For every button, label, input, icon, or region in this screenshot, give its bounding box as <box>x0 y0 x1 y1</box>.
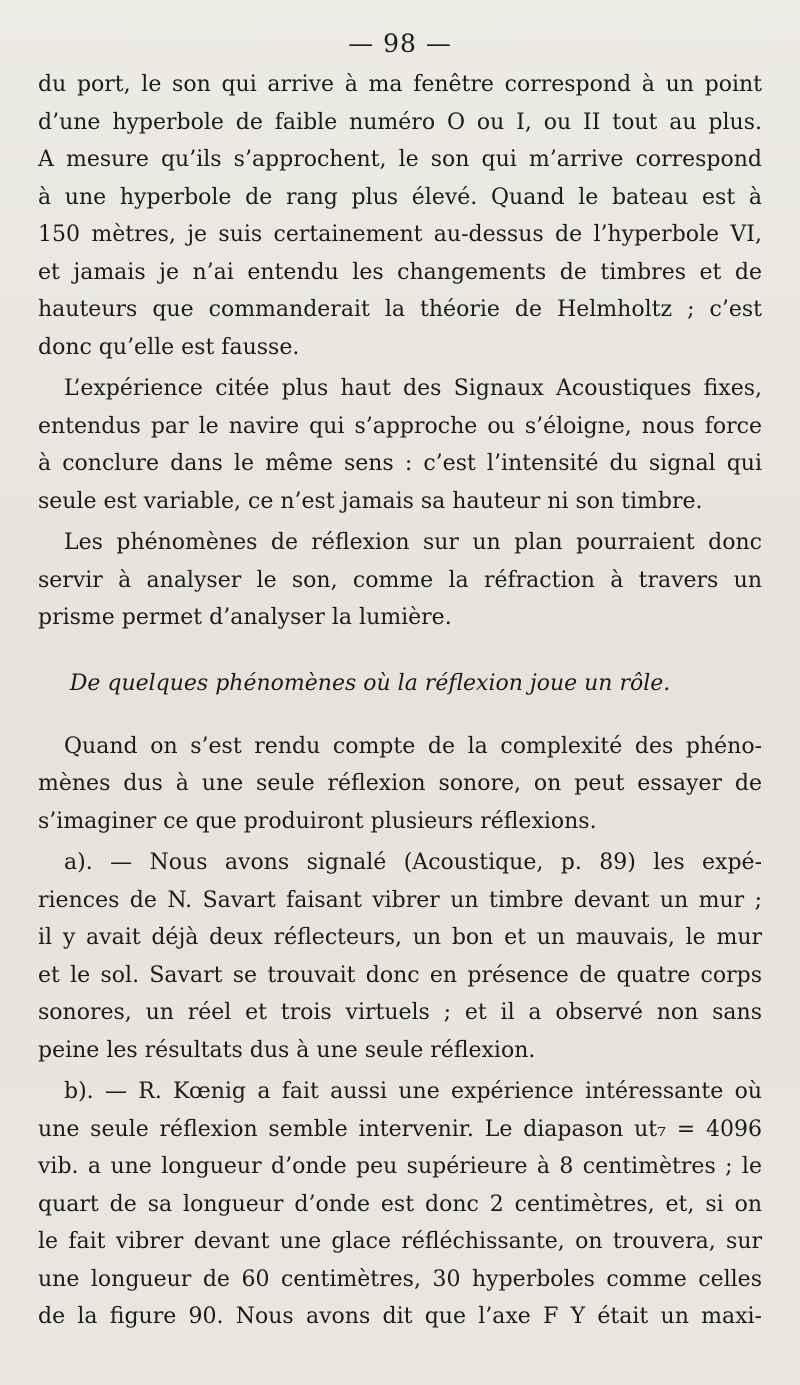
text-line: prisme permet d’analyser la lumière. <box>38 605 452 630</box>
paragraph-4 <box>38 728 762 841</box>
paragraph-3 <box>38 524 762 637</box>
text-line: servir à analyser le son, comme la réfraction à travers un <box>38 567 762 593</box>
text-line: L’expérience citée plus haut des Signaux Acoustiques fixes, <box>64 376 762 401</box>
text-line: Les phénomènes de réflexion sur un plan pourraient donc <box>64 530 762 555</box>
text-line: d’une hyperbole de faible numéro O ou I, ou II tout au plus. <box>38 109 762 135</box>
text-line: riences de N. Savart faisant vibrer un timbre devant un mur ; <box>38 887 762 913</box>
page-number: — 98 — <box>348 29 452 58</box>
text-line: entendus par le navire qui s’approche ou s’éloigne, nous force <box>38 413 762 439</box>
text-line: Quand on s’est rendu compte de la complexité des phéno- <box>64 733 762 759</box>
text-line: mènes dus à une seule réflexion sonore, on peut essayer de <box>38 771 762 796</box>
paragraph-6 <box>38 1073 762 1336</box>
section-heading: De quelques phénomènes où la réflexion joue un rôle. <box>69 670 671 696</box>
text-line: quart de sa longueur d’onde est donc 2 centimètres, et, si on <box>38 1191 762 1217</box>
text-line: a). — Nous avons signalé (Acoustique, p. 89) les expé- <box>64 850 762 875</box>
paragraph-5 <box>38 844 762 1069</box>
text-line: à une hyperbole de rang plus élevé. Quand le bateau est à <box>38 184 762 210</box>
text-line: sonores, un réel et trois virtuels ; et il a observé non sans <box>38 1000 762 1025</box>
text-line: à conclure dans le même sens : c’est l’intensité du signal qui <box>38 451 762 476</box>
text-line: du port, le son qui arrive à ma fenêtre correspond à un point <box>38 72 762 97</box>
paragraph-2 <box>38 370 762 520</box>
text-line: peine les résultats dus à une seule réflexion. <box>38 1037 536 1063</box>
text-line: il y avait déjà deux réflecteurs, un bon et un mauvais, le mur <box>38 925 762 950</box>
text-line: une longueur de 60 centimètres, 30 hyperboles comme celles <box>38 1266 762 1292</box>
text-line: 150 mètres, je suis certainement au-dessus de l’hyperbole VI, <box>38 222 762 247</box>
text-line: s’imaginer ce que produiront plusieurs réflexions. <box>38 808 597 834</box>
paragraph-1 <box>38 66 762 366</box>
text-line: seule est variable, ce n’est jamais sa hauteur ni son timbre. <box>38 488 703 514</box>
text-line: et jamais je n’ai entendu les changements de timbres et de <box>38 259 762 285</box>
text-line: une seule réflexion semble intervenir. Le diapason ut₇ = 4096 <box>38 1116 762 1142</box>
text-line: b). — R. Kœnig a fait aussi une expérience intéressante où <box>64 1079 762 1104</box>
text-line: et le sol. Savart se trouvait donc en présence de quatre corps <box>38 962 762 988</box>
text-line: A mesure qu’ils s’approchent, le son qui m’arrive correspond <box>38 147 762 172</box>
text-line: de la figure 90. Nous avons dit que l’axe F Y était un maxi- <box>38 1304 762 1329</box>
text-line: le fait vibrer devant une glace réfléchissante, on trouvera, sur <box>38 1229 762 1254</box>
text-line: hauteurs que commanderait la théorie de Helmholtz ; c’est <box>38 297 762 322</box>
text-line: donc qu’elle est fausse. <box>38 334 300 360</box>
text-line: vib. a une longueur d’onde peu supérieure à 8 centimètres ; le <box>38 1154 762 1179</box>
